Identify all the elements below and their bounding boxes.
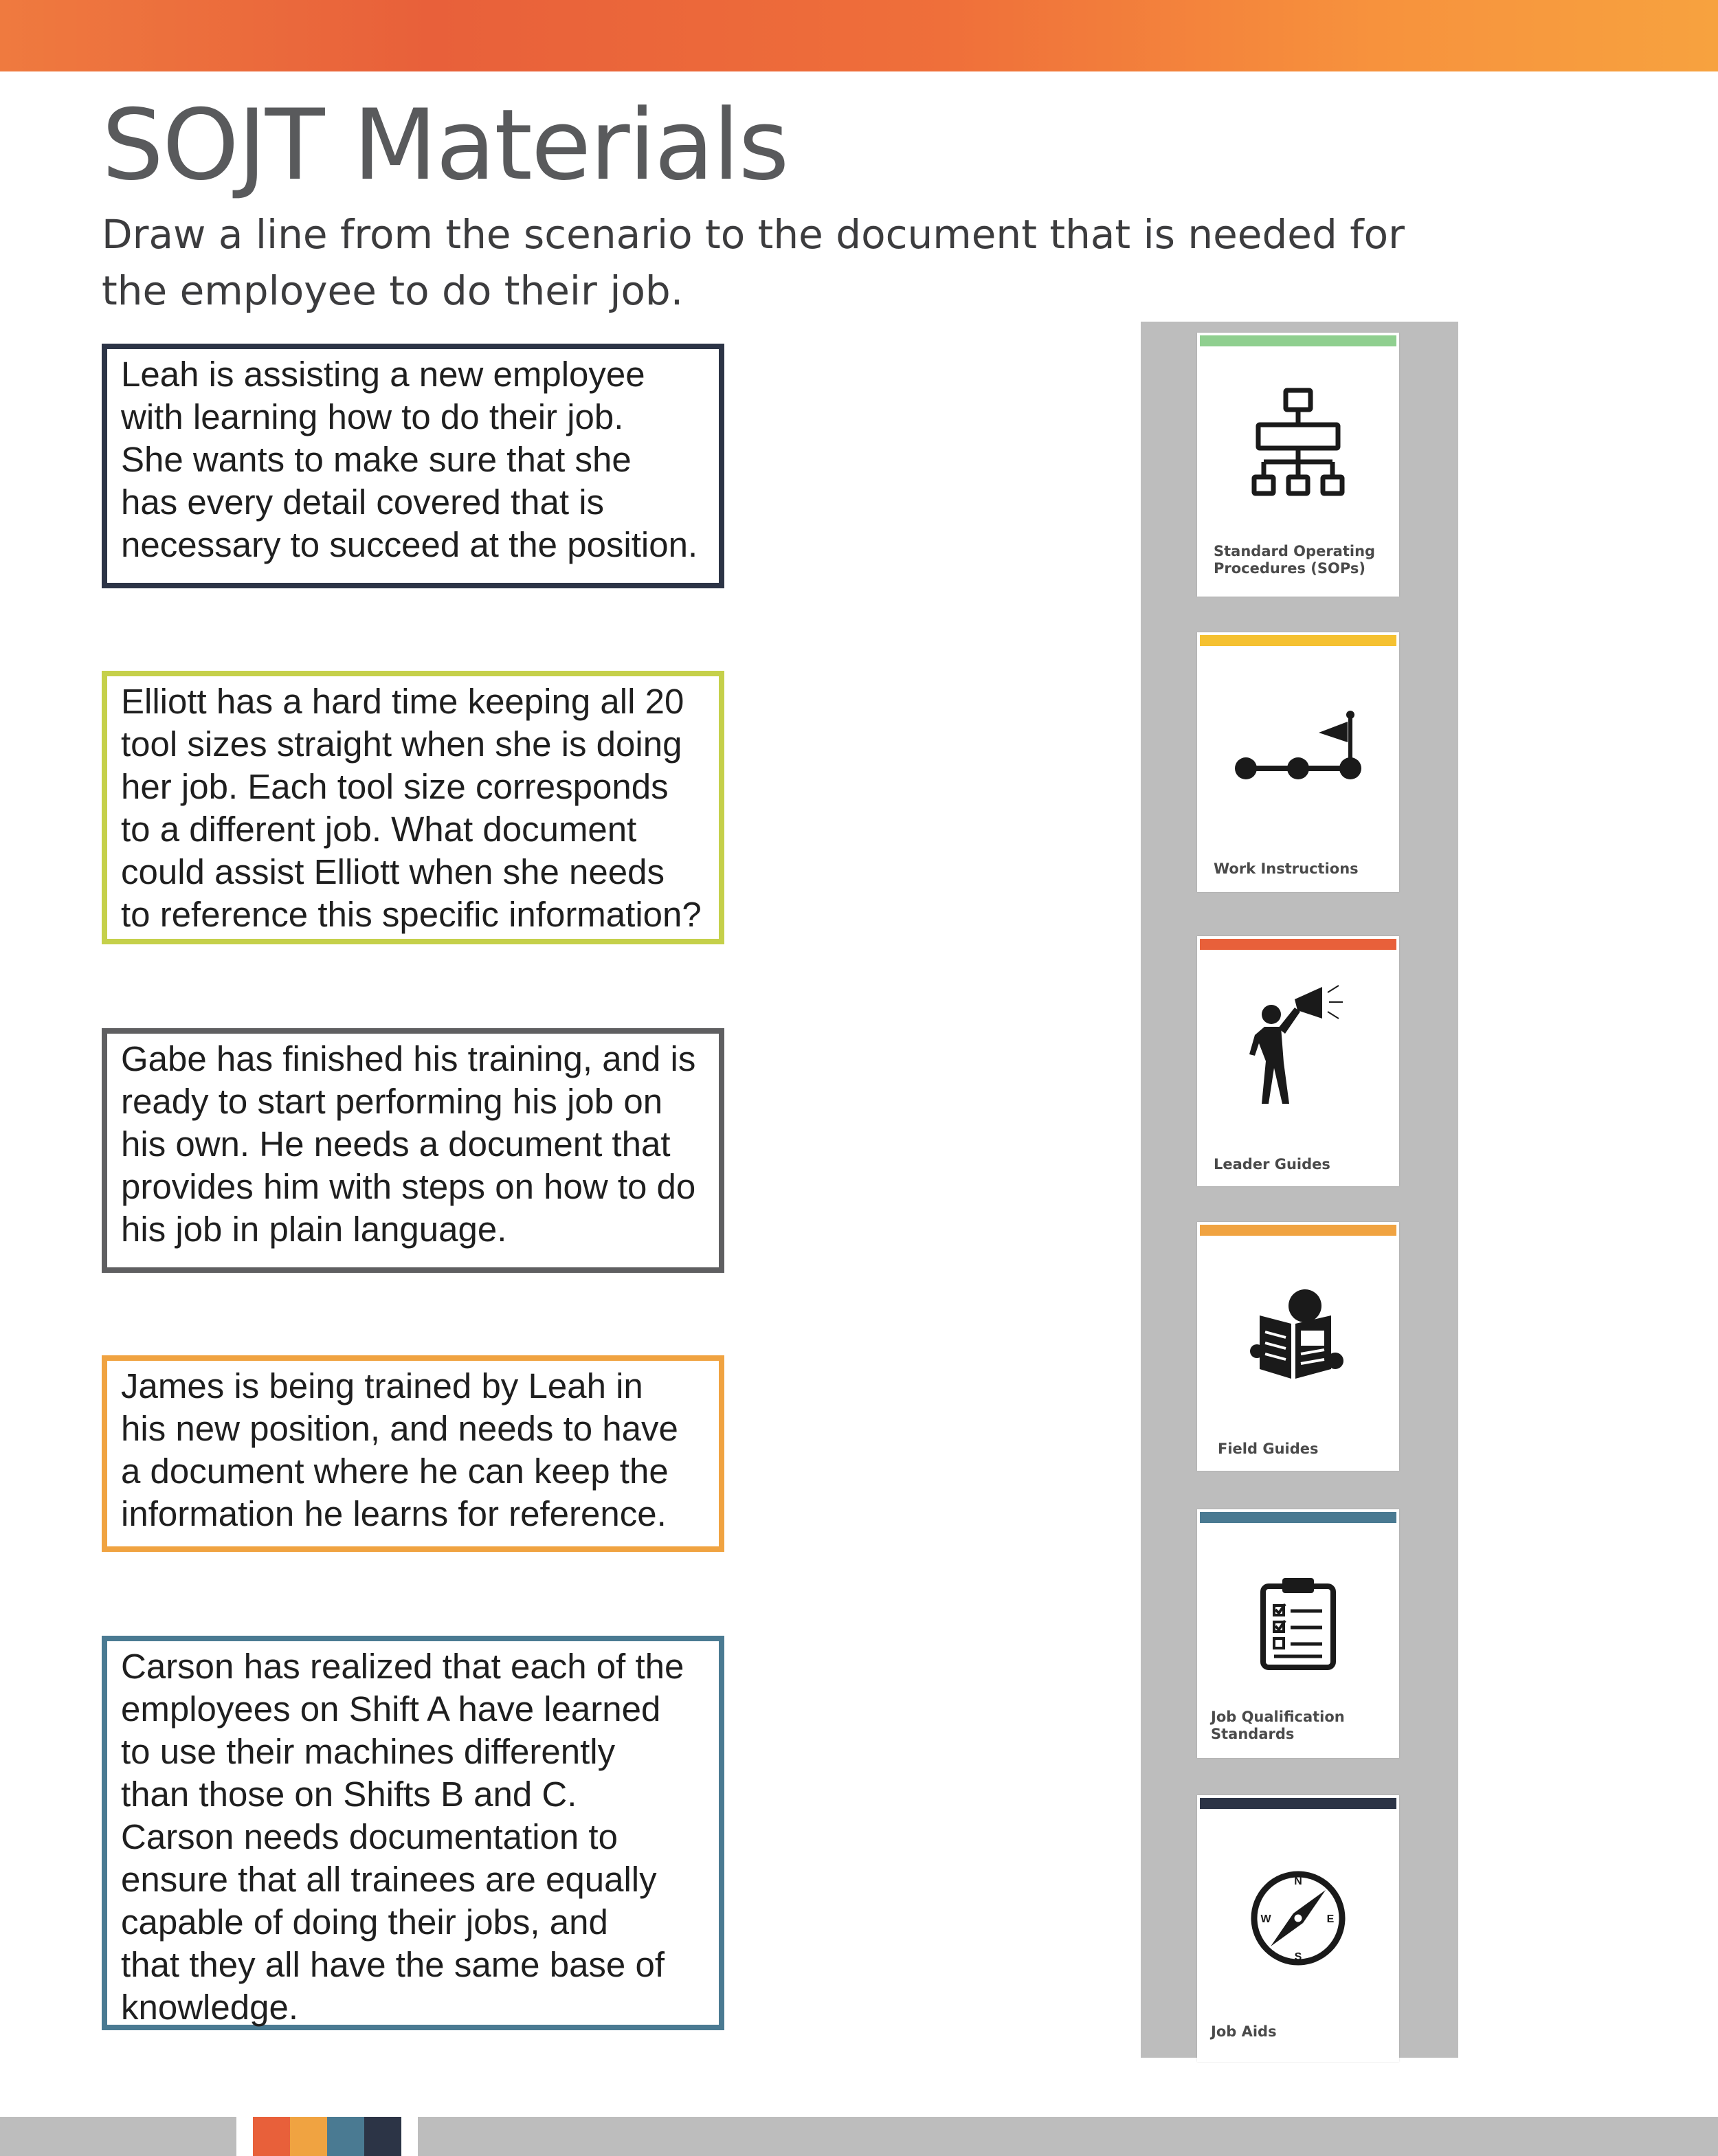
document-card-work-instructions[interactable]: [1197, 632, 1399, 892]
svg-text:S: S: [1294, 1951, 1302, 1963]
footer-bar: [0, 2117, 1718, 2156]
document-card-field-guides[interactable]: [1197, 1222, 1399, 1471]
document-label: Work Instructions: [1214, 860, 1359, 877]
milestone-flag-icon: [1197, 707, 1399, 782]
footer-swatch: [327, 2117, 364, 2156]
document-label: Job Aids: [1211, 2023, 1277, 2040]
clipboard-checklist-icon: [1197, 1575, 1399, 1671]
card-stripe: [1200, 939, 1396, 950]
page-title: SOJT Materials: [102, 89, 788, 202]
footer-swatch-strip: [236, 2117, 418, 2156]
svg-text:N: N: [1294, 1876, 1302, 1887]
document-label: Field Guides: [1218, 1441, 1319, 1457]
instructions-text: Draw a line from the scenario to the document that is needed for the employee to do their job.: [102, 211, 1405, 314]
org-chart-icon: [1197, 385, 1399, 502]
footer-swatch: [364, 2117, 401, 2156]
document-label: Job Qualification Standards: [1211, 1709, 1345, 1742]
header-accent-bar: [0, 0, 1718, 71]
scenario-box-elliott[interactable]: Elliott has a hard time keeping all 20 tool sizes straight when she is doing her job. Each tool size corresponds to a different job. What document could assist Elliott when she needs to reference this specific information?: [102, 671, 724, 944]
footer-swatch: [290, 2117, 327, 2156]
card-stripe: [1200, 1798, 1396, 1809]
newspaper-reader-icon: [1197, 1288, 1399, 1384]
card-stripe: [1200, 1225, 1396, 1236]
card-stripe: [1200, 335, 1396, 346]
document-panel: [1141, 322, 1458, 2058]
card-stripe: [1200, 1512, 1396, 1523]
scenario-box-leah[interactable]: Leah is assisting a new employee with learning how to do their job. She wants to make sure that she has every detail covered that is necessary to succeed at the position.: [102, 344, 724, 588]
document-card-job-qualification-standards[interactable]: [1197, 1509, 1399, 1758]
scenario-box-gabe[interactable]: Gabe has finished his training, and is ready to start performing his job on his own. He needs a document that provides him with steps on how to do his job in plain language.: [102, 1028, 724, 1273]
document-card-leader-guides[interactable]: [1197, 936, 1399, 1186]
document-label: Standard Operating Procedures (SOPs): [1214, 543, 1376, 577]
svg-text:W: W: [1260, 1913, 1271, 1925]
compass-icon: [1197, 1867, 1399, 1970]
megaphone-person-icon: [1197, 980, 1399, 1111]
scenario-box-carson[interactable]: Carson has realized that each of the employees on Shift A have learned to use their machines differently than those on Shifts B and C. Carson needs documentation to ensure that all trainees are equally capable of doing their jobs, and that they all have the same base of knowledge.: [102, 1636, 724, 2030]
document-card-job-aids[interactable]: [1197, 1795, 1399, 2062]
document-card-sops[interactable]: [1197, 333, 1399, 597]
footer-swatch: [253, 2117, 290, 2156]
svg-text:E: E: [1326, 1913, 1335, 1925]
document-label: Leader Guides: [1214, 1156, 1330, 1173]
scenario-box-james[interactable]: James is being trained by Leah in his new position, and needs to have a document where he can keep the information he learns for reference.: [102, 1355, 724, 1552]
card-stripe: [1200, 635, 1396, 646]
